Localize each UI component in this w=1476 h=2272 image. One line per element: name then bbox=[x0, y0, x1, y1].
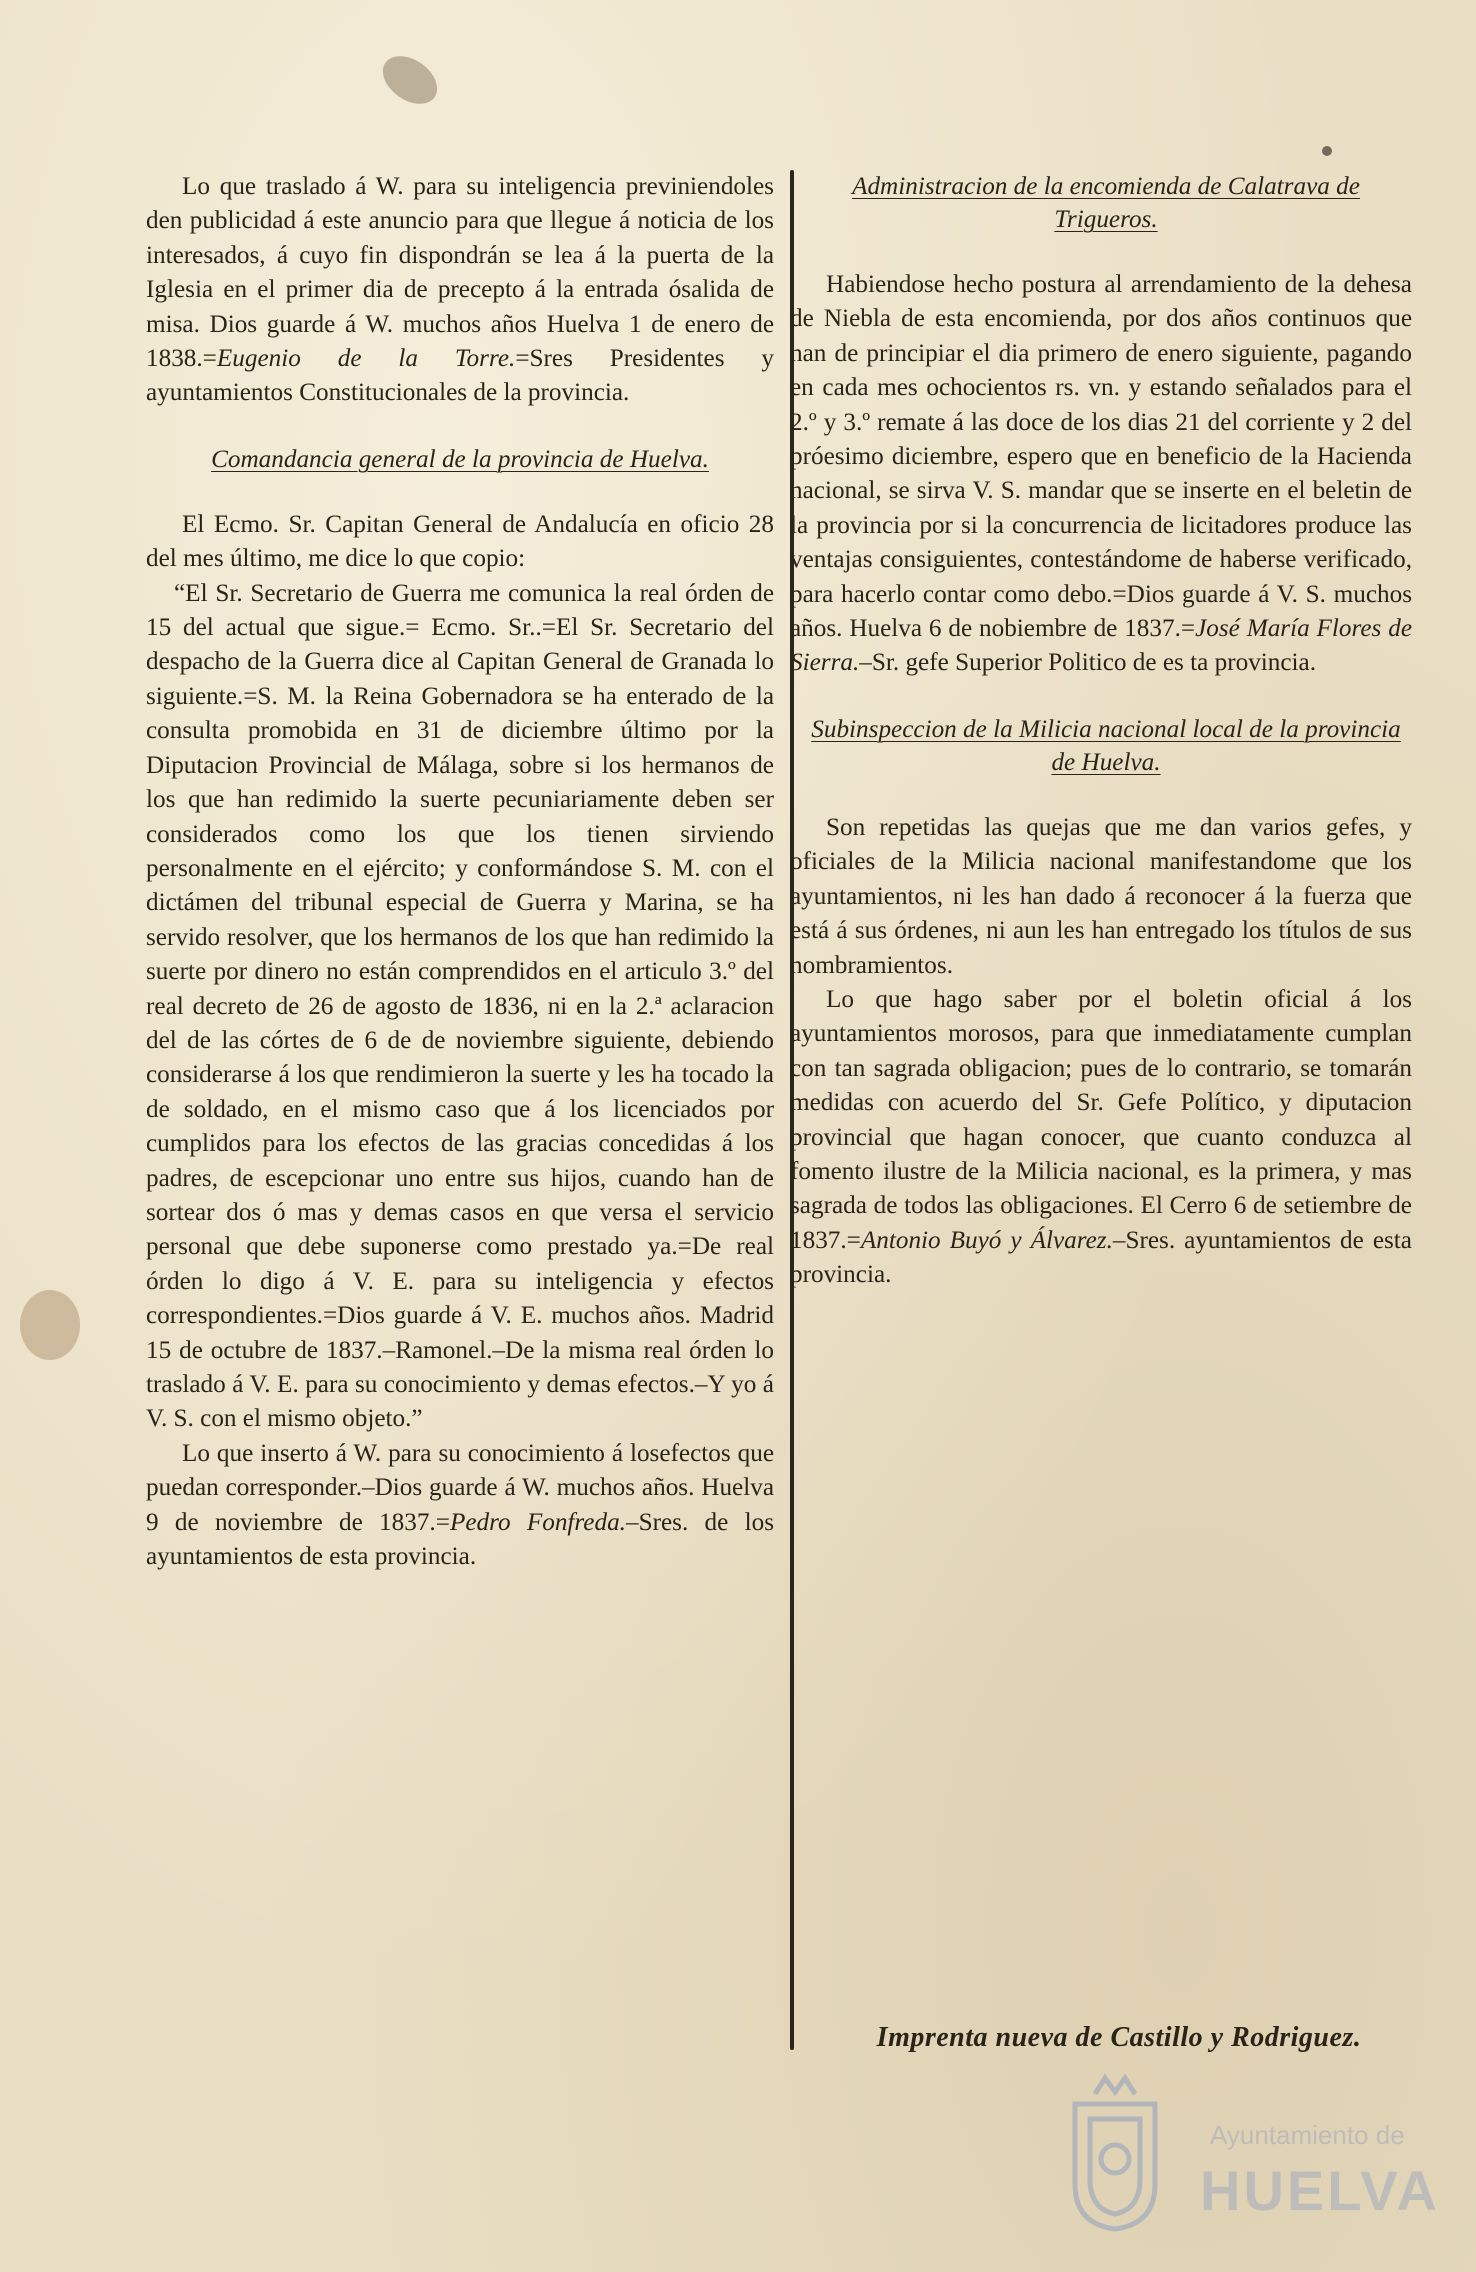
royal-order-paragraph: “El Sr. Secretario de Guerra me comunica la real órden de 15 del actual que sigue.= Ecmo. Sr..=El Sr. Secretario del despacho de la Guerra dice al Capitan General de Granada lo siguiente.=S. M. la Reina Gobernadora se ha enterado de la consulta promobida en 31 de diciembre último por la Diputacion Provincial de Málaga, sobre si los hermanos de los que han redimido la suerte pecuniariamente deben ser considerados como los que los tienen sirviendo personalmente en el ejército; y conformándose S. M. con el dictámen del tribunal especial de Guerra y Marina, se ha servido resolver, que los hermanos de los que han redimido la suerte por dinero no están comprendidos en el articulo 3.º del real decreto de 26 de agosto de 1836, ni en la 2.ª aclaracion del de las córtes de 6 de de noviembre siguiente, debiendo considerarse á los que rendimieron la suerte y les ha tocado la de soldado, en el mismo caso que á los licenciados por cumplidos para los efectos de las gracias concedidas á los padres, de escepcionar uno entre sus hijos, cuando han de sortear dos ó mas y demas casos en que versa el servicio personal que debe suponerse como prestado ya.=De real órden lo digo á V. E. para su inteligencia y efectos correspondientes.=Dios guarde á V. E. muchos años. Madrid 15 de octubre de 1837.–Ramonel.–De la misma real órden lo traslado á V. E. para su conocimiento y demas efectos.–Y yo á V. S. con el mismo objeto.” bbox=[146, 579, 774, 1433]
city-shield-icon bbox=[1060, 2064, 1170, 2234]
militia-order-paragraph: Lo que hago saber por el boletin oficial á los ayuntamientos morosos, para que inmediatamente cumplan con tan sagrada obligacion; pues de lo contrario, se tomarán medidas con acuerdo del Sr. Gefe Político, y diputacion provincial que hagan conocer, que cuanto conduzca al fomento ilustre de la Milicia nacional, es la primera, y mas sagrada de todos las obligaciones. El Cerro 6 de setiembre de 1837.=Antonio Buyó y Álvarez.–Sres. ayuntamientos de esta provincia. bbox=[790, 985, 1412, 1289]
militia-complaint-paragraph: Son repetidas las quejas que me dan varios gefes, y oficiales de la Milicia nacional manifestandome que los ayuntamientos, ni les han dado á reconocer á la fuerza que está á sus órdenes, ni aun les han entregado los títulos de sus nombramientos. bbox=[790, 813, 1412, 979]
signer-name: Pedro Fonfreda. bbox=[449, 1508, 626, 1536]
paper-stain bbox=[1322, 146, 1332, 156]
intro-paragraph: El Ecmo. Sr. Capitan General de Andalucía en oficio 28 del mes último, me dice lo que copio: bbox=[146, 510, 774, 573]
signer-name: Eugenio de la Torre. bbox=[216, 345, 516, 373]
signer-name: José María Flores de Sierra. bbox=[790, 615, 1412, 677]
circular-paragraph: Lo que traslado á W. para su inteligencia previniendoles den publicidad á este anuncio para que llegue á noticia de los interesados, á cuyo fin dispondrán se lea á la puerta de la Iglesia en el primer dia de precepto á la entrada ósalida de misa. Dios guarde á W. muchos años Huelva 1 de enero de 1838.=Eugenio de la Torre.=Sres Presidentes y ayuntamientos Constitucionales de la provincia. bbox=[146, 173, 774, 407]
paper-stain bbox=[374, 46, 446, 113]
right-column bbox=[790, 170, 1412, 1293]
section-heading: Administracion de la encomienda de Calatrava de Trigueros. bbox=[852, 173, 1360, 233]
watermark-org: Ayuntamiento de bbox=[1210, 2120, 1405, 2150]
archive-watermark bbox=[1060, 2064, 1440, 2234]
section-heading: Subinspeccion de la Milicia nacional local de la provincia de Huelva. bbox=[811, 715, 1401, 776]
watermark-city: HUELVA bbox=[1200, 2159, 1440, 2222]
section-heading: Comandancia general de la provincia de Huelva. bbox=[211, 445, 709, 473]
signer-name: Antonio Buyó y Álvarez. bbox=[860, 1226, 1113, 1254]
printer-imprint: Imprenta nueva de Castillo y Rodriguez. bbox=[876, 2022, 1362, 2053]
lease-notice-paragraph: Habiendose hecho postura al arrendamiento de la dehesa de Niebla de esta encomienda, por dos años continuos que han de principiar el dia primero de enero siguiente, pagando en cada mes ochocientos rs. vn. y estando señalados para el 2.º y 3.º remate á las doce de los dias 21 del corriente y 2 del próesimo diciembre, espero que en beneficio de la Hacienda nacional, se sirva V. S. mandar que se inserte en el beletin de la provincia por si la concurrencia de licitadores produce las ventajas consiguientes, contestándome de haberse verificado, para hacerlo contar como debo.=Dios guarde á V. S. muchos años. Huelva 6 de nobiembre de 1837.=José María Flores de Sierra.–Sr. gefe Superior Politico de es ta provincia. bbox=[790, 271, 1412, 677]
closing-paragraph: Lo que inserto á W. para su conocimiento á losefectos que puedan corresponder.–Dios guarde á W. muchos años. Huelva 9 de noviembre de 1837.=Pedro Fonfreda.–Sres. de los ayuntamientos de esta provincia. bbox=[146, 1439, 775, 1571]
left-column bbox=[146, 170, 774, 1574]
paper-stain bbox=[20, 1290, 80, 1360]
